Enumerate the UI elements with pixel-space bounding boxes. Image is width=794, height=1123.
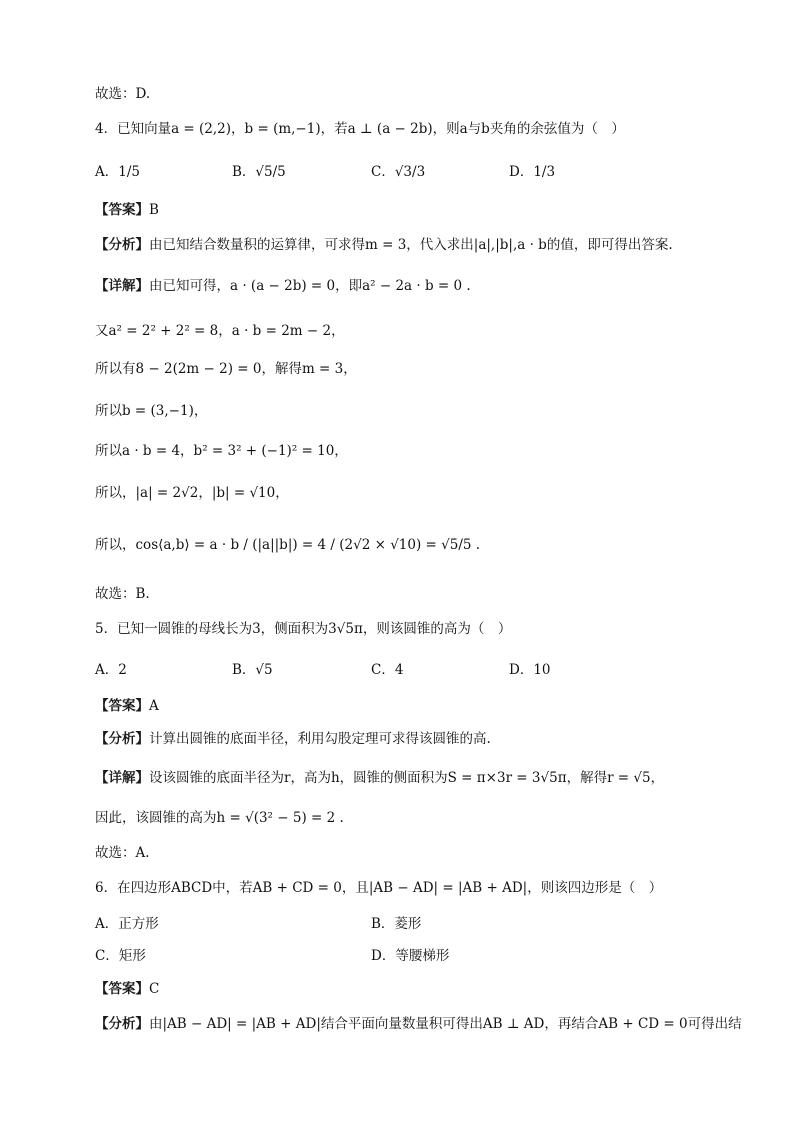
q4-step-4: 所以a · b = 4，b² = 3² + (−1)² = 10， [95,443,348,459]
detail-tag: 【详解】 [95,770,149,786]
q4-detail [95,276,471,296]
q4-analysis [95,235,673,255]
q5-conclusion: 故选：A. [95,845,150,861]
q5-option-c: C．4 [371,662,404,678]
answer-tag: 【答案】 [95,202,149,218]
q4-step-3: 所以b = (3,−1)， [95,403,208,419]
q5-option-b: B．√5 [232,662,273,678]
analysis-text: 由|AB − AD| = |AB + AD|结合平面向量数量积可得出AB ⊥ AD，再结合AB + CD = 0可得出结 [149,1016,742,1032]
q5-analysis [95,729,491,749]
q6-answer [95,979,159,999]
q4-step-1: 又a² = 2² + 2² = 8，a · b = 2m − 2， [95,323,345,339]
q5-detail [95,768,664,788]
answer-value: A [149,698,159,714]
detail-tag: 【详解】 [95,278,149,294]
q6-option-c: C．矩形 [95,948,146,964]
analysis-text: 由已知结合数量积的运算律，可求得m = 3，代入求出|a|,|b|,a · b的值，即可得出答案. [149,237,673,253]
q4-option-b: B．√5/5 [232,164,286,180]
q4-answer [95,200,159,220]
analysis-tag: 【分析】 [95,237,149,253]
q5-step-1: 因此，该圆锥的高为h = √(3² − 5) = 2 . [95,810,344,826]
q5-option-a: A．2 [95,662,127,678]
q6-stem: 6．在四边形ABCD中，若AB + CD = 0，且|AB − AD| = |AB + AD|，则该四边形是（ ） [95,880,663,896]
answer-tag: 【答案】 [95,981,149,997]
answer-value: B [149,202,159,218]
q4-stem: 4．已知向量a = (2,2)，b = (m,−1)，若a ⊥ (a − 2b)，则a与b夹角的余弦值为（ ） [95,121,625,137]
q4-step-5: 所以，|a| = 2√2，|b| = √10， [95,485,289,501]
q3-conclusion: 故选：D. [95,86,151,102]
q4-conclusion: 故选：B. [95,586,150,602]
q6-analysis [95,1014,742,1034]
detail-text: 由已知可得，a · (a − 2b) = 0，即a² − 2a · b = 0 . [149,278,471,294]
q4-option-a: A．1/5 [95,164,140,180]
detail-text: 设该圆锥的底面半径为r，高为h，圆锥的侧面积为S = π×3r = 3√5π，解得r = √5， [149,770,665,786]
analysis-tag: 【分析】 [95,1016,149,1032]
analysis-tag: 【分析】 [95,731,149,747]
q6-option-a: A．正方形 [95,916,159,932]
q6-option-d: D．等腰梯形 [371,948,450,964]
q4-step-2: 所以有8 − 2(2m − 2) = 0，解得m = 3， [95,361,357,377]
analysis-text: 计算出圆锥的底面半径，利用勾股定理可求得该圆锥的高. [149,731,491,747]
q5-stem: 5．已知一圆锥的母线长为3，侧面积为3√5π，则该圆锥的高为（ ） [95,621,512,637]
answer-tag: 【答案】 [95,698,149,714]
q5-answer [95,696,159,716]
q5-option-d: D．10 [509,662,551,678]
q6-option-b: B．菱形 [371,916,422,932]
q4-option-c: C．√3/3 [371,164,426,180]
answer-value: C [149,981,160,997]
q4-option-d: D．1/3 [509,164,556,180]
q4-step-6: 所以，cos⟨a,b⟩ = a · b / (|a||b|) = 4 / (2√2 × √10) = √5/5 . [95,537,481,553]
